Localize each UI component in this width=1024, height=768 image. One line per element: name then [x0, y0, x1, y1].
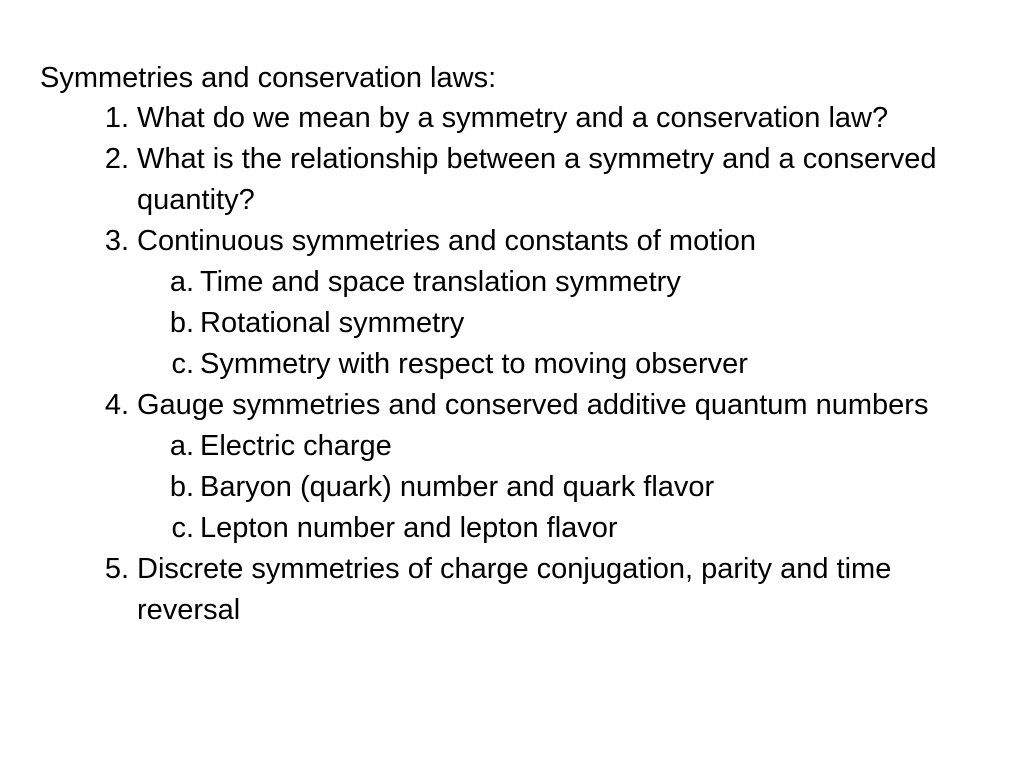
list-item — [0, 98, 1024, 139]
item-text: What do we mean by a symmetry and a conservation law? — [137, 102, 889, 134]
item-number: 5. — [104, 553, 129, 585]
list-item — [0, 385, 1024, 426]
item-text: What is the relationship between a symmetry and a conserved quantity? — [137, 143, 937, 216]
list-item — [0, 549, 1024, 631]
item-number: 1. — [104, 102, 129, 134]
item-text: Continuous symmetries and constants of motion — [137, 225, 756, 257]
sub-item-letter: c. — [171, 512, 194, 544]
sub-item-letter: a. — [169, 266, 194, 298]
sub-item-letter: b. — [169, 471, 194, 503]
sub-item-letter: c. — [171, 348, 194, 380]
sub-item-text: Symmetry with respect to moving observer — [200, 348, 748, 380]
item-text: Discrete symmetries of charge conjugation, parity and time reversal — [137, 553, 892, 626]
sub-item — [0, 508, 1024, 549]
sub-item-text: Rotational symmetry — [200, 307, 465, 339]
sub-item-text: Time and space translation symmetry — [200, 266, 681, 298]
list-item — [0, 139, 1024, 221]
item-number: 2. — [104, 143, 129, 175]
sub-item-text: Baryon (quark) number and quark flavor — [200, 471, 715, 503]
outline-list — [0, 98, 1024, 631]
sub-item — [0, 262, 1024, 303]
sub-item — [0, 426, 1024, 467]
sub-item — [0, 344, 1024, 385]
list-item — [0, 221, 1024, 262]
sub-item-letter: a. — [169, 430, 194, 462]
item-number: 4. — [104, 389, 129, 421]
sub-item — [0, 467, 1024, 508]
item-text: Gauge symmetries and conserved additive quantum numbers — [137, 389, 929, 421]
sub-item-text: Lepton number and lepton flavor — [200, 512, 618, 544]
slide-title: Symmetries and conservation laws: — [40, 62, 497, 94]
sub-item-text: Electric charge — [200, 430, 392, 462]
sub-item — [0, 303, 1024, 344]
sub-item-letter: b. — [169, 307, 194, 339]
item-number: 3. — [104, 225, 129, 257]
